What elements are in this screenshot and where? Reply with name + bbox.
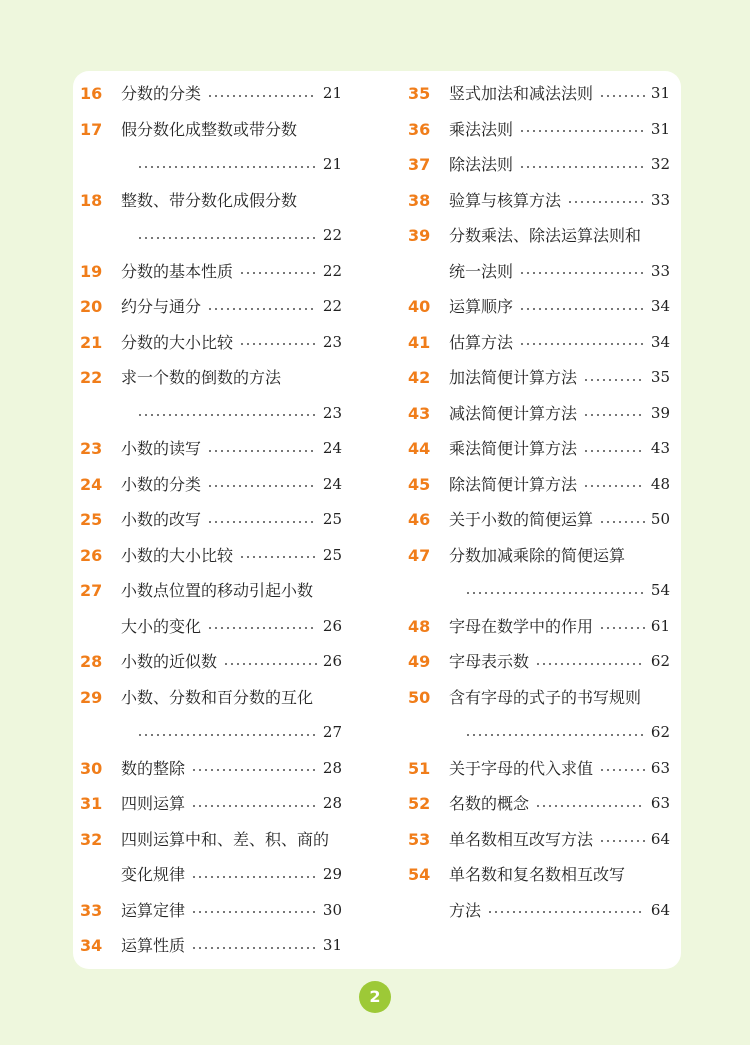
entry-number: 24	[80, 474, 103, 494]
leader-dots	[191, 911, 317, 913]
entry-page: 54	[650, 581, 670, 599]
entry-page: 23	[322, 332, 342, 351]
page-number-badge: 2	[359, 981, 391, 1013]
entry-title: 数的整除	[121, 758, 186, 778]
toc-entry-21[interactable]	[80, 325, 342, 361]
entry-page: 24	[322, 474, 342, 493]
entry-page: 21	[322, 84, 342, 102]
toc-entry-50[interactable]	[408, 680, 670, 751]
entry-title: 整数、带分数化成假分数	[121, 190, 298, 210]
entry-page: 39	[650, 403, 670, 422]
toc-entry-18[interactable]	[80, 183, 342, 254]
entry-title: 加法简便计算方法	[449, 368, 578, 387]
leader-dots	[191, 769, 317, 771]
leader-dots	[191, 876, 317, 878]
entry-number: 19	[80, 261, 103, 281]
leader-dots	[465, 734, 645, 736]
entry-page: 34	[650, 332, 670, 351]
toc-entry-31[interactable]	[80, 786, 342, 822]
entry-number: 52	[408, 794, 431, 813]
entry-number: 18	[80, 190, 103, 210]
entry-page: 28	[322, 794, 342, 812]
leader-dots	[137, 734, 317, 736]
entry-title: 小数的分类	[121, 474, 202, 494]
entry-number: 30	[80, 758, 103, 778]
entry-number: 20	[80, 297, 103, 316]
leader-dots	[207, 521, 317, 523]
leader-dots	[599, 95, 645, 97]
toc-entry-34[interactable]	[80, 928, 342, 964]
leader-dots	[519, 308, 645, 310]
leader-dots	[207, 627, 317, 629]
entry-number: 49	[408, 652, 431, 671]
entry-number: 17	[80, 119, 103, 139]
entry-number: 38	[408, 190, 431, 210]
entry-page: 32	[650, 155, 670, 173]
leader-dots	[519, 272, 645, 274]
entry-page: 33	[650, 261, 670, 280]
entry-page: 63	[650, 758, 670, 777]
leader-dots	[191, 805, 317, 807]
toc-entry-46[interactable]	[408, 502, 670, 538]
toc-entry-37[interactable]	[408, 147, 670, 183]
entry-page: 64	[650, 900, 670, 919]
entry-page: 31	[322, 936, 342, 954]
toc-entry-39[interactable]	[408, 218, 670, 289]
entry-page: 31	[650, 84, 670, 102]
toc-entry-25[interactable]	[80, 502, 342, 538]
entry-page: 62	[650, 723, 670, 741]
toc-entry-41[interactable]	[408, 325, 670, 361]
entry-page: 28	[322, 758, 342, 777]
entry-page: 62	[650, 652, 670, 670]
entry-page: 25	[322, 510, 342, 528]
leader-dots	[207, 308, 317, 310]
toc-entry-26[interactable]	[80, 538, 342, 574]
entry-title: 小数、分数和百分数的互化	[121, 687, 314, 707]
entry-number: 51	[408, 758, 431, 778]
entry-number: 43	[408, 403, 431, 423]
leader-dots	[519, 343, 645, 345]
entry-page: 61	[650, 616, 670, 635]
entry-page: 26	[322, 652, 342, 670]
entry-title: 字母在数学中的作用	[449, 616, 594, 636]
entry-page: 27	[322, 723, 342, 741]
entry-number: 33	[80, 900, 103, 920]
toc-entry-43[interactable]	[408, 396, 670, 432]
entry-page: 48	[650, 474, 670, 493]
leader-dots	[239, 556, 317, 558]
entry-number: 29	[80, 687, 103, 707]
leader-dots	[599, 627, 645, 629]
toc-entry-48[interactable]	[408, 609, 670, 645]
leader-dots	[487, 911, 645, 913]
toc-entry-35[interactable]	[408, 76, 670, 112]
toc-right-column	[408, 76, 670, 928]
entry-title: 名数的概念	[449, 794, 530, 813]
leader-dots	[207, 450, 317, 452]
toc-entry-52[interactable]	[408, 786, 670, 822]
leader-dots	[223, 663, 317, 665]
entry-number: 37	[408, 155, 431, 174]
entry-number: 45	[408, 474, 431, 494]
toc-entry-19[interactable]	[80, 254, 342, 290]
entry-number: 54	[408, 865, 431, 884]
toc-entry-53[interactable]	[408, 822, 670, 858]
entry-title: 减法简便计算方法	[449, 403, 578, 423]
entry-number: 42	[408, 368, 431, 387]
entry-title: 除法法则	[449, 155, 514, 174]
entry-title: 分数的基本性质	[121, 261, 234, 281]
leader-dots	[207, 485, 317, 487]
toc-entry-33[interactable]	[80, 893, 342, 929]
entry-title: 乘法简便计算方法	[449, 439, 578, 458]
toc-entry-29[interactable]	[80, 680, 342, 751]
entry-title-continued: 大小的变化	[121, 616, 202, 636]
entry-number: 23	[80, 439, 103, 458]
leader-dots	[191, 947, 317, 949]
leader-dots	[599, 521, 645, 523]
entry-number: 40	[408, 297, 431, 316]
entry-title: 小数的近似数	[121, 652, 218, 671]
entry-title: 估算方法	[449, 332, 514, 352]
leader-dots	[137, 414, 317, 416]
entry-number: 48	[408, 616, 431, 636]
entry-page: 34	[650, 297, 670, 315]
entry-title: 小数点位置的移动引起小数	[121, 581, 314, 600]
entry-title: 竖式加法和减法法则	[449, 84, 594, 103]
entry-number: 36	[408, 119, 431, 139]
toc-entry-38[interactable]	[408, 183, 670, 219]
entry-number: 46	[408, 510, 431, 529]
entry-title: 小数的改写	[121, 510, 202, 529]
entry-number: 32	[80, 829, 103, 849]
leader-dots	[239, 343, 317, 345]
entry-title: 假分数化成整数或带分数	[121, 119, 298, 139]
entry-title: 四则运算	[121, 794, 186, 813]
leader-dots	[535, 805, 645, 807]
entry-page: 23	[322, 403, 342, 422]
entry-number: 21	[80, 332, 103, 352]
entry-number: 39	[408, 226, 431, 245]
toc-entry-44[interactable]	[408, 431, 670, 467]
entry-number: 35	[408, 84, 431, 103]
leader-dots	[583, 450, 645, 452]
entry-page: 22	[322, 261, 342, 280]
entry-title: 分数加减乘除的简便运算	[449, 545, 626, 565]
entry-title: 字母表示数	[449, 652, 530, 671]
entry-number: 41	[408, 332, 431, 352]
entry-title: 关于字母的代入求值	[449, 758, 594, 778]
leader-dots	[465, 592, 645, 594]
leader-dots	[599, 769, 645, 771]
leader-dots	[583, 379, 645, 381]
toc-entry-27[interactable]	[80, 573, 342, 644]
entry-title-continued: 变化规律	[121, 865, 186, 884]
toc-entry-32[interactable]	[80, 822, 342, 893]
entry-page: 43	[650, 439, 670, 457]
entry-page: 64	[650, 829, 670, 848]
leader-dots	[583, 414, 645, 416]
leader-dots	[239, 272, 317, 274]
toc-entry-42[interactable]	[408, 360, 670, 396]
entry-page: 24	[322, 439, 342, 457]
entry-title: 运算定律	[121, 900, 186, 920]
entry-page: 25	[322, 545, 342, 564]
toc-entry-51[interactable]	[408, 751, 670, 787]
toc-entry-20[interactable]	[80, 289, 342, 325]
entry-page: 30	[322, 900, 342, 919]
entry-title: 运算性质	[121, 936, 186, 955]
toc-entry-16[interactable]	[80, 76, 342, 112]
toc-entry-45[interactable]	[408, 467, 670, 503]
toc-entry-40[interactable]	[408, 289, 670, 325]
leader-dots	[599, 840, 645, 842]
entry-number: 34	[80, 936, 103, 955]
leader-dots	[567, 201, 645, 203]
entry-number: 44	[408, 439, 431, 458]
entry-title: 约分与通分	[121, 297, 202, 316]
entry-title: 分数的大小比较	[121, 332, 234, 352]
entry-title: 小数的大小比较	[121, 545, 234, 565]
entry-title: 单名数相互改写方法	[449, 829, 594, 849]
entry-title-continued: 方法	[449, 900, 482, 920]
toc-entry-17[interactable]	[80, 112, 342, 183]
entry-page: 21	[322, 155, 342, 173]
toc-entry-22[interactable]	[80, 360, 342, 431]
leader-dots	[535, 663, 645, 665]
leader-dots	[137, 166, 317, 168]
entry-page: 26	[322, 616, 342, 635]
toc-entry-36[interactable]	[408, 112, 670, 148]
entry-title: 验算与核算方法	[449, 190, 562, 210]
entry-title: 关于小数的简便运算	[449, 510, 594, 529]
entry-number: 26	[80, 545, 103, 565]
entry-page: 33	[650, 190, 670, 209]
entry-number: 27	[80, 581, 103, 600]
toc-entry-47[interactable]	[408, 538, 670, 609]
entry-page: 50	[650, 510, 670, 528]
entry-page: 35	[650, 368, 670, 386]
entry-title: 单名数和复名数相互改写	[449, 865, 626, 884]
toc-entry-30[interactable]	[80, 751, 342, 787]
leader-dots	[137, 237, 317, 239]
entry-page: 22	[322, 226, 342, 244]
entry-number: 31	[80, 794, 103, 813]
entry-page: 63	[650, 794, 670, 812]
entry-title: 除法简便计算方法	[449, 474, 578, 494]
entry-page: 31	[650, 119, 670, 138]
entry-number: 22	[80, 368, 103, 387]
leader-dots	[207, 95, 317, 97]
entry-number: 50	[408, 687, 431, 707]
entry-title: 小数的读写	[121, 439, 202, 458]
toc-entry-54[interactable]	[408, 857, 670, 928]
entry-title: 乘法法则	[449, 119, 514, 139]
entry-title: 求一个数的倒数的方法	[121, 368, 282, 387]
entry-title: 运算顺序	[449, 297, 514, 316]
entry-number: 16	[80, 84, 103, 103]
leader-dots	[519, 166, 645, 168]
entry-title: 分数的分类	[121, 84, 202, 103]
entry-page: 22	[322, 297, 342, 315]
leader-dots	[519, 130, 645, 132]
entry-number: 25	[80, 510, 103, 529]
entry-title-continued: 统一法则	[449, 261, 514, 281]
entry-page: 29	[322, 865, 342, 883]
toc-entry-49[interactable]	[408, 644, 670, 680]
toc-entry-28[interactable]	[80, 644, 342, 680]
entry-number: 28	[80, 652, 103, 671]
toc-left-column	[80, 76, 342, 964]
leader-dots	[583, 485, 645, 487]
entry-number: 53	[408, 829, 431, 849]
toc-entry-23[interactable]	[80, 431, 342, 467]
entry-number: 47	[408, 545, 431, 565]
entry-title: 四则运算中和、差、积、商的	[121, 829, 330, 849]
toc-entry-24[interactable]	[80, 467, 342, 503]
entry-title: 分数乘法、除法运算法则和	[449, 226, 642, 245]
entry-title: 含有字母的式子的书写规则	[449, 687, 642, 707]
